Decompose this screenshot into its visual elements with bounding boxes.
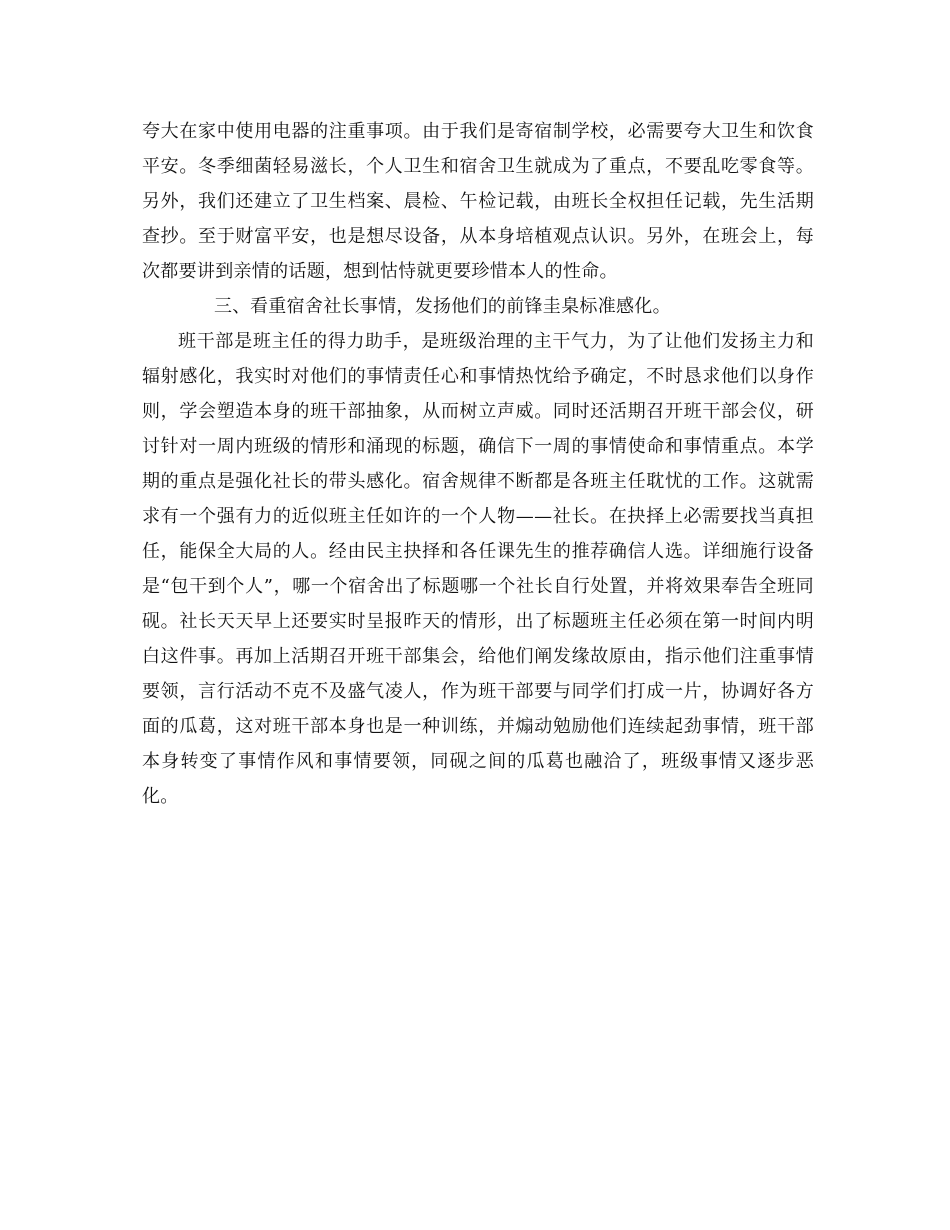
paragraph-class-cadres: 班干部是班主任的得力助手，是班级治理的主干气力，为了让他们发扬主力和辐射感化，我实时对他们的事情责任心和事情热忱给予确定，不时恳求他们以身作则，学会塑造本身的班干部抽象，从而树立声威。同时还活期召开班干部会仪，研讨针对一周内班级的情形和涌现的标题，确信下一周的事情使命和事情重点。本学期的重点是强化社长的带头感化。宿舍规律不断都是各班主任耽忧的工作。这就需求有一个强有力的近似班主任如许的一个人物——社长。在抉择上必需要找当真担任，能保全大局的人。经由民主抉择和各任课先生的推荐确信人选。详细施行设备是“包干到个人”，哪一个宿舍出了标题哪一个社长自行处置，并将效果奉告全班同砚。社长天天早上还要实时呈报昨天的情形，出了标题班主任必须在第一时间内明白这件事。再加上活期召开班干部集会，给他们阐发缘故原由，指示他们注重事情要领，言行活动不克不及盛气凌人，作为班干部要与同学们打成一片，协调好各方面的瓜葛，这对班干部本身也是一种训练，并煽动勉励他们连续起劲事情，班干部本身转变了事情作风和事情要领，同砚之间的瓜葛也融洽了，班级事情又逐步恶化。	[142, 331, 814, 807]
section-number: 三、	[214, 296, 251, 317]
paragraph-continuation: 夸大在家中使用电器的注重事项。由于我们是寄宿制学校，必需要夸大卫生和饮食平安。冬季细菌轻易滋长，个人卫生和宿舍卫生就成为了重点，不要乱吃零食等。另外，我们还建立了卫生档案、晨检、午检记载，由班长全权担任记载，先生活期查抄。至于财富平安，也是想尽设备，从本身培植观点认识。另外，在班会上，每次都要讲到亲情的话题，想到怙恃就更要珍惜本人的性命。	[142, 121, 814, 282]
section-heading-text: 看重宿舍社长事情，发扬他们的前锋圭臬标准感化。	[250, 296, 671, 317]
section-heading-3	[142, 289, 814, 324]
document-body	[142, 114, 814, 814]
